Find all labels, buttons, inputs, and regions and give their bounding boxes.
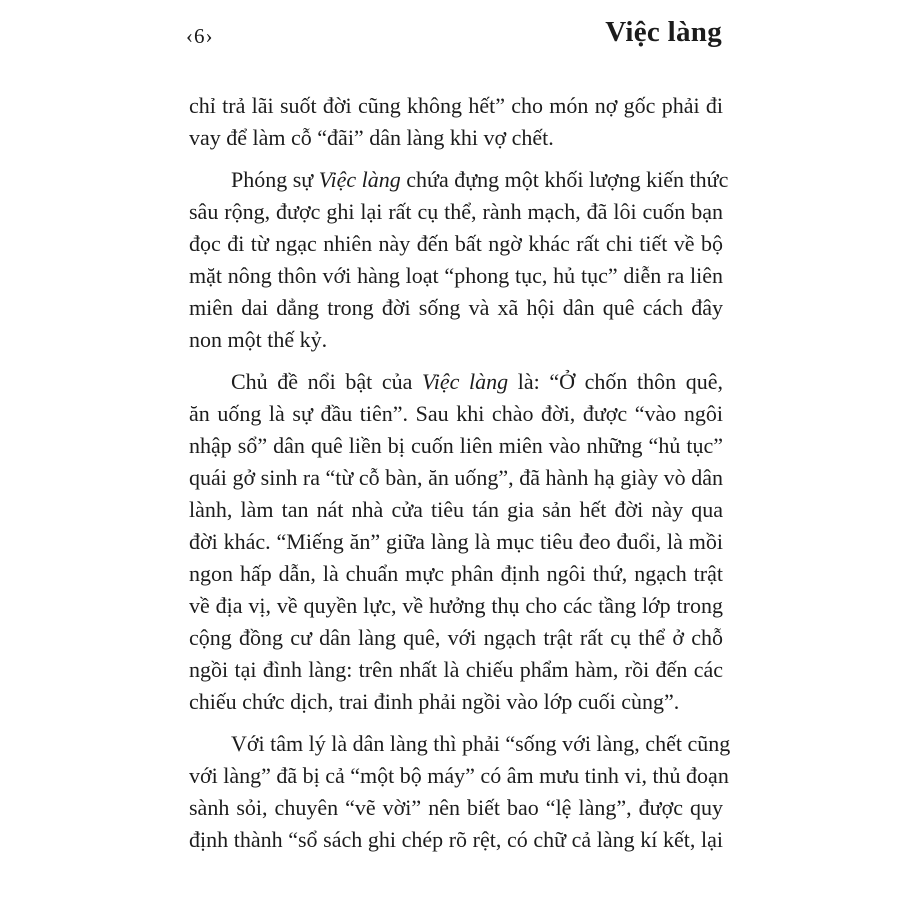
paragraph-2 [189, 164, 729, 356]
text-line: lành, làm tan nát nhà cửa tiêu tán gia sản hết đời này qua [189, 497, 723, 522]
running-title: Việc làng [605, 16, 722, 48]
page-number: ‹6› [186, 24, 214, 48]
text-line: quái gở sinh ra “từ cỗ bàn, ăn uống”, đã hành hạ giày vò dân [189, 465, 723, 490]
text-line: vay để làm cỗ “đãi” dân làng khi vợ chết. [189, 125, 554, 150]
text-line: ngồi tại đình làng: trên nhất là chiếu phẩm hàm, rồi đến các [189, 657, 723, 682]
text-line: ngon hấp dẫn, là chuẩn mực phân định ngôi thứ, ngạch trật [189, 561, 723, 586]
paragraph-1 [189, 90, 723, 154]
text-line: sâu rộng, được ghi lại rất cụ thể, rành mạch, đã lôi cuốn bạn [189, 199, 723, 224]
text-line: sành sỏi, chuyên “vẽ vời” nên biết bao “lệ làng”, được quy [189, 795, 723, 820]
book-title-italic: Việc làng [318, 167, 401, 192]
text-line: non một thế kỷ. [189, 327, 328, 352]
text-line: Với tâm lý là dân làng thì phải “sống với làng, chết cũng [231, 731, 731, 756]
text-line: đọc đi từ ngạc nhiên này đến bất ngờ khác rất chi tiết về bộ [189, 231, 723, 256]
text-line: chiếu chức dịch, trai đinh phải ngồi vào lớp cuối cùng”. [189, 689, 680, 714]
paragraph-3 [189, 366, 723, 718]
paragraph-4 [189, 728, 731, 856]
text-line: ăn uống là sự đầu tiên”. Sau khi chào đời, được “vào ngôi [189, 401, 723, 426]
text-line: mặt nông thôn với hàng loạt “phong tục, hủ tục” diễn ra liên [189, 263, 723, 288]
text-line: nhập sổ” dân quê liền bị cuốn liên miên vào những “hủ tục” [189, 433, 723, 458]
book-title-italic: Việc làng [422, 369, 509, 394]
text-segment: chứa đựng một khối lượng kiến thức [400, 167, 729, 192]
text-line: định thành “sổ sách ghi chép rõ rệt, có chữ cả làng kí kết, lại [189, 827, 723, 852]
text-line: đời khác. “Miếng ăn” giữa làng là mục tiêu đeo đuổi, là mồi [189, 529, 723, 554]
text-line: chỉ trả lãi suốt đời cũng không hết” cho món nợ gốc phải đi [189, 93, 723, 118]
text-line: miên dai dẳng trong đời sống và xã hội dân quê cách đây [189, 295, 723, 320]
text-line: về địa vị, về quyền lực, về hưởng thụ cho các tầng lớp trong [189, 593, 723, 618]
text-line: cộng đồng cư dân làng quê, với ngạch trật rất cụ thể ở chỗ [189, 625, 723, 650]
text-line [189, 164, 729, 196]
body-text [189, 90, 731, 866]
text-line: với làng” đã bị cả “một bộ máy” có âm mưu tinh vi, thủ đoạn [189, 763, 729, 788]
text-segment: Chủ đề nổi bật của [231, 369, 422, 394]
text-segment: Phóng sự [231, 167, 319, 192]
text-line [189, 366, 723, 398]
text-segment: là: “Ở chốn thôn quê, [508, 369, 723, 394]
